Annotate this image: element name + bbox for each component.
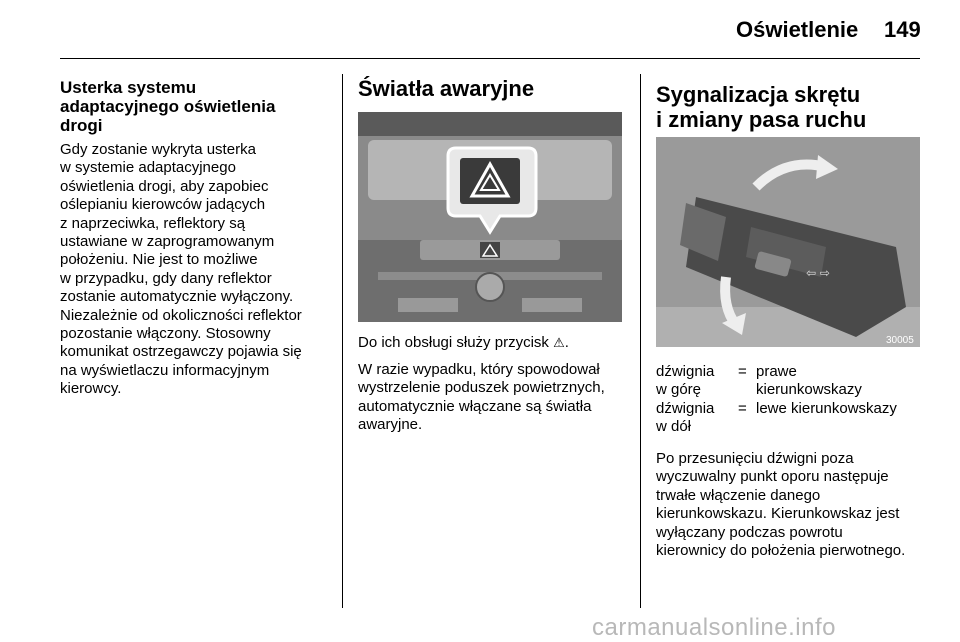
lever-legend-table xyxy=(656,363,920,437)
table-key xyxy=(656,363,738,400)
text-line: zostanie automatycznie wyłączony. xyxy=(60,288,294,306)
text-line: awaryjne. xyxy=(358,416,423,434)
text-line: dźwignia xyxy=(656,363,715,380)
heading-line: drogi xyxy=(60,116,103,135)
text-line: wyłączany podczas powrotu xyxy=(656,523,843,541)
text-line: oślepianiu kierowców jadących xyxy=(60,196,266,214)
hazard-button-photo xyxy=(358,112,622,322)
table-key xyxy=(656,400,738,437)
text-line: w górę xyxy=(656,381,702,399)
hazard-button-text xyxy=(358,334,628,352)
adaptive-lighting-text xyxy=(60,141,332,399)
airbag-hazard-text xyxy=(358,361,634,435)
text-line: ustawiane w zaprogramowanym xyxy=(60,233,275,251)
text-line: w przypadku, gdy dany reflektor xyxy=(60,269,272,287)
text-line: W razie wypadku, który spowodował xyxy=(358,361,600,378)
hazard-triangle-icon: ⚠ xyxy=(553,335,565,350)
text-line: dźwignia xyxy=(656,399,715,417)
section-heading-adaptive-lighting xyxy=(60,78,330,135)
table-value xyxy=(756,400,920,437)
text-line: kierunkowskazu. Kierunkowskaz jest xyxy=(656,505,900,523)
text-line: oświetlenia drogi, aby zapobiec xyxy=(60,177,269,195)
table-row xyxy=(656,400,920,437)
turn-signal-text xyxy=(656,450,926,560)
text-line: kierunkowskazy xyxy=(756,381,862,399)
text-line: w systemie adaptacyjnego xyxy=(60,159,236,177)
text-line: na wyświetlaczu informacyjnym xyxy=(60,361,270,379)
text-line: w dół xyxy=(656,418,692,436)
column-divider-2 xyxy=(640,74,641,608)
text-line: Gdy zostanie wykryta usterka xyxy=(60,141,256,158)
text-line: prawe xyxy=(756,363,797,380)
text-line: Po przesunięciu dźwigni poza xyxy=(656,450,854,467)
text-line: automatycznie włączane są światła xyxy=(358,397,592,415)
figure-number: 30005 xyxy=(886,335,914,346)
text-line: kierowcy. xyxy=(60,380,122,398)
text-line: wystrzelenie poduszek powietrznych, xyxy=(358,379,605,397)
text-line: komunikat ostrzegawczy pojawia się xyxy=(60,343,302,361)
section-heading-turn-signals xyxy=(656,82,920,132)
text-line: wyczuwalny punkt oporu następuje xyxy=(656,468,889,486)
text-line: . xyxy=(564,334,569,351)
text-line: lewe kierunkowskazy xyxy=(756,399,897,417)
text-line: położeniu. Nie jest to możliwe xyxy=(60,251,258,269)
table-equals: = xyxy=(738,363,747,380)
column-divider-1 xyxy=(342,74,343,608)
section-heading-hazard-lights: Światła awaryjne xyxy=(358,76,535,101)
text-line: Niezależnie od okoliczności reflektor xyxy=(60,306,302,324)
page-number: 149 xyxy=(884,17,921,42)
text-line: Do ich obsługi służy przycisk xyxy=(358,334,549,351)
table-equals: = xyxy=(738,399,747,417)
svg-text:⇦ ⇨: ⇦ ⇨ xyxy=(806,266,830,280)
heading-line: Usterka systemu xyxy=(60,78,197,97)
heading-line: adaptacyjnego oświetlenia xyxy=(60,97,276,116)
table-value xyxy=(756,363,920,400)
text-line: kierownicy do położenia pierwotnego. xyxy=(656,542,906,560)
page-header-title: Oświetlenie xyxy=(736,17,859,42)
watermark: carmanualsonline.info xyxy=(592,614,836,641)
text-line: trwałe włączenie danego xyxy=(656,486,821,504)
heading-line: i zmiany pasa ruchu xyxy=(656,107,867,132)
text-line: pozostanie włączony. Stosowny xyxy=(60,325,271,343)
turn-signal-lever-photo xyxy=(656,137,920,347)
heading-line: Sygnalizacja skrętu xyxy=(656,82,861,107)
header-rule xyxy=(60,58,920,59)
table-row xyxy=(656,363,920,400)
text-line: z naprzeciwka, reflektory są xyxy=(60,214,246,232)
